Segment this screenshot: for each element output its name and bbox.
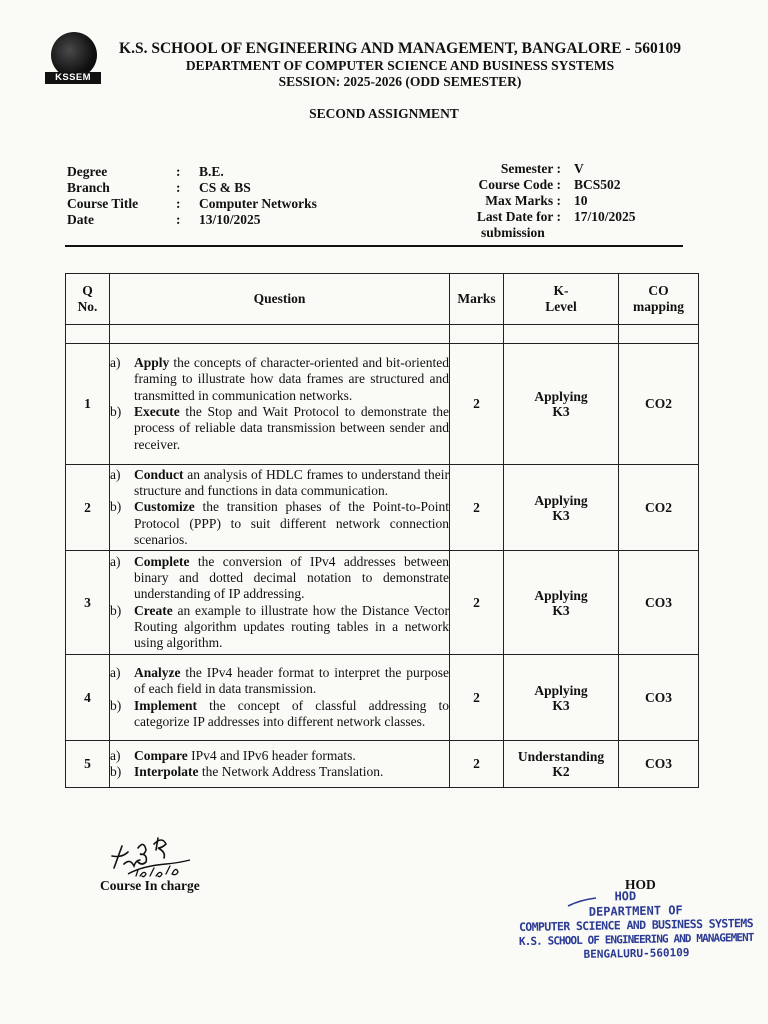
- question-number: 2: [66, 465, 110, 551]
- question-text: [110, 741, 450, 788]
- degree-label: Degree: [67, 164, 108, 179]
- sub-question: a) Conduct an analysis of HDLC frames to understand their structure and functions in data communication.: [110, 466, 449, 499]
- colon: :: [176, 212, 181, 227]
- marks-value: 2: [450, 344, 504, 465]
- course-code-value: BCS502: [574, 177, 621, 192]
- klevel-value: Applying K3: [504, 655, 619, 741]
- sub-question: b) Create an example to illustrate how the Distance Vector Routing algorithm updates routing tables in a network using algorithm.: [110, 602, 449, 651]
- co-value: CO3: [619, 655, 699, 741]
- table-header-row: [66, 274, 699, 325]
- question-header: Question: [110, 274, 450, 325]
- question-text: [110, 551, 450, 655]
- klevel-value: Applying K3: [504, 465, 619, 551]
- co-mapping-header: CO mapping: [619, 274, 699, 325]
- table-row: [66, 741, 699, 788]
- hod-stamp: [504, 887, 767, 964]
- klevel-value: Understanding K2: [504, 741, 619, 788]
- co-value: CO3: [619, 741, 699, 788]
- question-number: 1: [66, 344, 110, 465]
- question-text: [110, 465, 450, 551]
- table-row: [66, 655, 699, 741]
- branch-value: CS & BS: [199, 180, 251, 195]
- co-value: CO2: [619, 465, 699, 551]
- question-text: [110, 344, 450, 465]
- marks-value: 2: [450, 551, 504, 655]
- colon: :: [176, 164, 181, 179]
- table-row: [66, 344, 699, 465]
- co-value: CO2: [619, 344, 699, 465]
- institution-logo: [45, 32, 101, 88]
- stamp-hod: HOD: [614, 888, 637, 904]
- max-marks-value: 10: [574, 193, 588, 208]
- last-date-label: Last Date for :: [476, 209, 561, 224]
- question-text: [110, 655, 450, 741]
- colon: :: [176, 180, 181, 195]
- klevel-header: K- Level: [504, 274, 619, 325]
- sub-question: a) Compare IPv4 and IPv6 header formats.: [110, 747, 356, 763]
- colon: :: [176, 196, 181, 211]
- date-value: 13/10/2025: [199, 212, 261, 227]
- klevel-value: Applying K3: [504, 344, 619, 465]
- sub-question: b) Customize the transition phases of the Point-to-Point Protocol (PPP) to suit different network connection scenarios.: [110, 499, 449, 547]
- marks-header: Marks: [450, 274, 504, 325]
- sub-question: a) Complete the conversion of IPv4 addresses between binary and dotted decimal notation to demonstrate understanding of IP addressing.: [110, 553, 449, 602]
- question-number: 4: [66, 655, 110, 741]
- last-date-value: 17/10/2025: [574, 209, 636, 224]
- branch-label: Branch: [67, 180, 110, 195]
- table-row: [66, 465, 699, 551]
- sub-question: a) Apply the concepts of character-oriented and bit-oriented framing to illustrate how data frames are structured and transmitted in communication networks.: [110, 355, 449, 403]
- sub-question: b) Execute the Stop and Wait Protocol to demonstrate the process of reliable data transmission between sender and receiver.: [110, 404, 449, 452]
- course-info-right: [0, 161, 768, 241]
- stamp-institution: K.S. SCHOOL OF ENGINEERING AND MANAGEMENT: [518, 930, 754, 948]
- stamp-department-name: COMPUTER SCIENCE AND BUSINESS SYSTEMS: [518, 915, 754, 935]
- sub-question: b) Interpolate the Network Address Translation.: [110, 764, 384, 779]
- marks-value: 2: [450, 741, 504, 788]
- stamp-department-of: DEPARTMENT OF: [588, 902, 683, 919]
- course-incharge-label: Course In charge: [100, 878, 200, 893]
- semester-label: Semester :: [500, 161, 561, 176]
- course-title-label: Course Title: [67, 196, 139, 211]
- department-name: DEPARTMENT OF COMPUTER SCIENCE AND BUSINESS SYSTEMS: [185, 58, 615, 73]
- institution-name: K.S. SCHOOL OF ENGINEERING AND MANAGEMENT, BANGALORE - 560109: [119, 40, 681, 57]
- hod-label: HOD: [625, 877, 656, 892]
- klevel-value: Applying K3: [504, 551, 619, 655]
- date-label: Date: [67, 212, 94, 227]
- question-number: 5: [66, 741, 110, 788]
- course-title-value: Computer Networks: [199, 196, 317, 211]
- co-value: CO3: [619, 551, 699, 655]
- marks-value: 2: [450, 465, 504, 551]
- sub-question: a) Analyze the IPv4 header format to interpret the purpose of each field in data transmission.: [110, 664, 449, 697]
- max-marks-label: Max Marks :: [485, 193, 561, 208]
- course-code-label: Course Code :: [478, 177, 561, 192]
- blank-spacer-row: [66, 325, 699, 344]
- question-number: 3: [66, 551, 110, 655]
- question-table: [65, 273, 699, 788]
- qno-header: Q No.: [66, 274, 110, 325]
- last-date-label-continuation: submission: [481, 225, 545, 240]
- sub-question: b) Implement the concept of classful addressing to categorize IP addresses into different network classes.: [110, 697, 449, 729]
- semester-value: V: [574, 161, 584, 176]
- marks-value: 2: [450, 655, 504, 741]
- stamp-city: BENGALURU-560109: [583, 946, 690, 961]
- degree-value: B.E.: [199, 164, 224, 179]
- header-divider: [65, 245, 683, 247]
- assignment-title: SECOND ASSIGNMENT: [309, 106, 459, 121]
- session-title: SESSION: 2025-2026 (ODD SEMESTER): [278, 74, 522, 89]
- course-incharge-signature: [108, 830, 198, 880]
- table-row: [66, 551, 699, 655]
- logo-text: KSSEM: [45, 72, 101, 84]
